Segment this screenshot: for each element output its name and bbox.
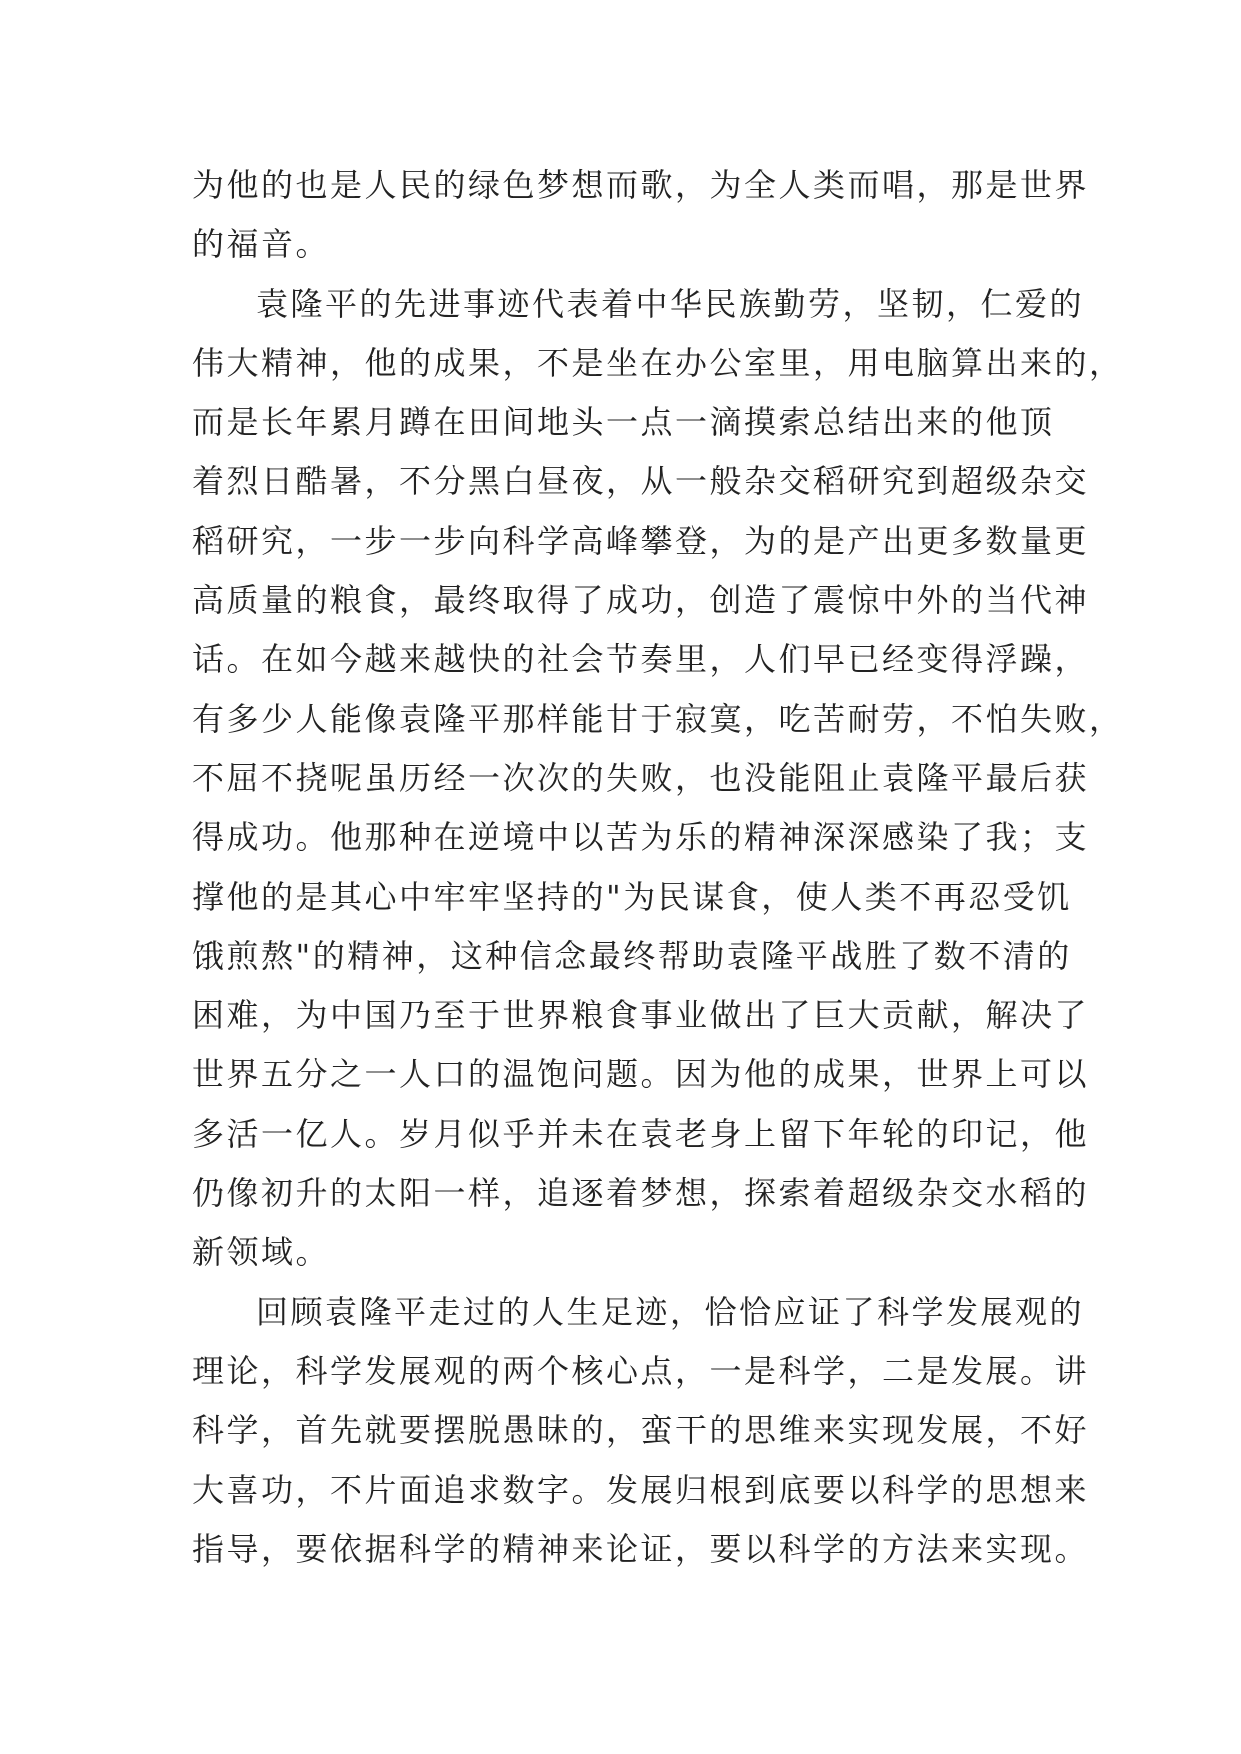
text-line: 着烈日酷暑，不分黑白昼夜，从一般杂交稻研究到超级杂交 (192, 462, 1090, 501)
text-line: 的福音。 (192, 225, 331, 264)
text-line: 而是长年累月蹲在田间地头一点一滴摸索总结出来的他顶 (192, 403, 1055, 442)
text-line: 回顾袁隆平走过的人生足迹，恰恰应证了科学发展观的 (256, 1292, 1085, 1331)
text-line: 不屈不挠呢虽历经一次次的失败，也没能阻止袁隆平最后获 (192, 758, 1090, 797)
text-line: 有多少人能像袁隆平那样能甘于寂寞，吃苦耐劳，不怕失败， (192, 699, 1124, 738)
text-line: 大喜功，不片面追求数字。发展归根到底要以科学的思想来 (192, 1470, 1090, 1509)
body-text (192, 156, 1124, 1579)
text-line: 理论，科学发展观的两个核心点，一是科学，二是发展。讲 (192, 1351, 1090, 1390)
text-line: 袁隆平的先进事迹代表着中华民族勤劳，坚韧，仁爱的 (256, 284, 1085, 323)
text-line: 仍像初升的太阳一样，追逐着梦想，探索着超级杂交水稻的 (192, 1174, 1090, 1213)
text-line: 饿煎熬"的精神，这种信念最终帮助袁隆平战胜了数不清的 (192, 936, 1072, 975)
text-line: 新领域。 (192, 1233, 331, 1272)
text-line: 得成功。他那种在逆境中以苦为乐的精神深深感染了我；支 (192, 818, 1090, 857)
text-line: 稻研究，一步一步向科学高峰攀登，为的是产出更多数量更 (192, 521, 1090, 560)
text-line: 科学，首先就要摆脱愚昧的，蛮干的思维来实现发展，不好 (192, 1411, 1090, 1450)
text-line: 困难，为中国乃至于世界粮食事业做出了巨大贡献，解决了 (192, 996, 1090, 1035)
text-line: 伟大精神，他的成果，不是坐在办公室里，用电脑算出来的， (192, 343, 1124, 382)
text-line: 多活一亿人。岁月似乎并未在袁老身上留下年轮的印记，他 (192, 1114, 1090, 1153)
text-line: 话。在如今越来越快的社会节奏里，人们早已经变得浮躁， (192, 640, 1090, 679)
text-line: 为他的也是人民的绿色梦想而歌，为全人类而唱，那是世界 (192, 166, 1090, 204)
text-line: 撑他的是其心中牢牢坚持的"为民谋食，使人类不再忍受饥 (192, 877, 1072, 916)
text-line: 指导，要依据科学的精神来论证，要以科学的方法来实现。 (192, 1529, 1090, 1568)
text-line: 世界五分之一人口的温饱问题。因为他的成果，世界上可以 (192, 1055, 1090, 1094)
text-line: 高质量的粮食，最终取得了成功，创造了震惊中外的当代神 (192, 581, 1090, 620)
